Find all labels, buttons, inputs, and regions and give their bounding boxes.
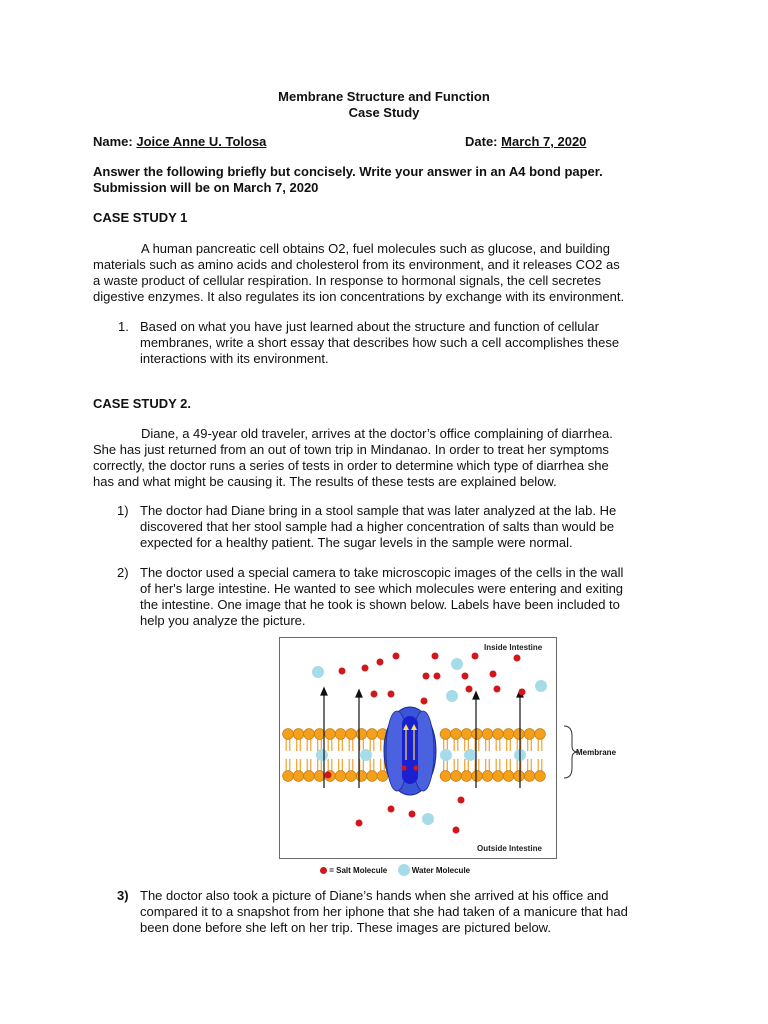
item-3-text xyxy=(140,888,680,936)
lipid-head xyxy=(493,729,504,740)
paragraph-line: A human pancreatic cell obtains O2, fuel molecules such as glucose, and building xyxy=(141,241,611,256)
lipid-head xyxy=(440,729,451,740)
case-study-1-heading: CASE STUDY 1 xyxy=(93,210,188,225)
membrane-label-group xyxy=(562,722,642,782)
lipid-head xyxy=(461,729,472,740)
membrane-diagram xyxy=(279,637,557,859)
inside-intestine-label: Inside Intestine xyxy=(484,643,543,652)
lipid-head xyxy=(346,771,357,782)
lipid-head xyxy=(356,771,367,782)
list-line: been done before she left on her trip. These images are pictured below. xyxy=(140,920,551,935)
lipid-head xyxy=(482,729,493,740)
lipid-head xyxy=(367,729,378,740)
list-line: Based on what you have just learned about the structure and function of cellular xyxy=(140,319,599,334)
legend-salt-label: = Salt Molecule xyxy=(329,866,388,875)
instructions-line-2: Submission will be on March 7, 2020 xyxy=(93,180,319,195)
date-label: Date: xyxy=(465,134,498,149)
lipid-head xyxy=(293,729,304,740)
lipid-head xyxy=(335,729,346,740)
question-1-number: 1. xyxy=(118,319,129,334)
name-line xyxy=(93,134,266,150)
lipid-head xyxy=(503,729,514,740)
lipid-head xyxy=(356,729,367,740)
instructions-line-1: Answer the following briefly but concisely. Write your answer in an A4 bond paper. xyxy=(93,164,603,179)
water-molecule xyxy=(360,749,372,761)
lipid-head xyxy=(346,729,357,740)
top-molecules xyxy=(312,653,547,705)
lipid-head xyxy=(493,771,504,782)
list-line: membranes, write a short essay that describes how such a cell accomplishes these xyxy=(140,335,620,350)
paragraph-line: She has just returned from an out of town trip in Mindanao. In order to treat her symptoms xyxy=(93,442,609,457)
list-line: discovered that her stool sample had a higher concentration of salts than would be xyxy=(140,519,615,534)
lipid-head xyxy=(524,771,535,782)
list-line: expected for a healthy patient. The sugar levels in the sample were normal. xyxy=(140,535,573,550)
name-value: Joice Anne U. Tolosa xyxy=(136,134,267,149)
lipid-head xyxy=(325,729,336,740)
item-1-number: 1) xyxy=(117,503,129,518)
outside-intestine-label: Outside Intestine xyxy=(477,844,542,853)
lipid-head xyxy=(524,729,535,740)
lipid-head xyxy=(314,771,325,782)
list-line: The doctor also took a picture of Diane’s hands when she arrived at his office and xyxy=(140,888,609,903)
case-study-2-paragraph xyxy=(93,426,675,490)
list-line: interactions with its environment. xyxy=(140,351,329,366)
water-molecule xyxy=(440,749,452,761)
lipid-head xyxy=(335,771,346,782)
lipid-head xyxy=(514,771,525,782)
lipid-head xyxy=(514,729,525,740)
list-line: of her's large intestine. He wanted to see which molecules were entering and exiting xyxy=(140,581,624,596)
lipid-head xyxy=(304,771,315,782)
lipid-head xyxy=(283,729,294,740)
lipid-head xyxy=(535,771,546,782)
paragraph-line: digestive enzymes. It also regulates its ion concentrations by exchange with its environment. xyxy=(93,289,625,304)
lipid-head xyxy=(535,729,546,740)
case-study-2-heading: CASE STUDY 2. xyxy=(93,396,192,411)
membrane-diagram-svg xyxy=(280,638,556,858)
lipid-head xyxy=(304,729,315,740)
list-line: help you analyze the picture. xyxy=(140,613,306,628)
membrane-label: Membrane xyxy=(576,748,617,757)
document-subtitle: Case Study xyxy=(348,105,420,120)
paragraph-line: correctly, the doctor runs a series of tests in order to determine which type of diarrhea she xyxy=(93,458,609,473)
lipid-head xyxy=(367,771,378,782)
list-line: The doctor used a special camera to take microscopic images of the cells in the wall xyxy=(140,565,624,580)
list-line: the intestine. One image that he took is shown below. Labels have been included to xyxy=(140,597,620,612)
case-study-1-paragraph xyxy=(93,241,675,305)
paragraph-line: materials such as amino acids and cholesterol from its environment, and it releases CO2 as xyxy=(93,257,620,272)
lipid-head xyxy=(283,771,294,782)
lipid-head xyxy=(503,771,514,782)
water-molecule xyxy=(464,749,476,761)
lipid-head xyxy=(451,771,462,782)
lipid-head xyxy=(472,729,483,740)
item-2-number: 2) xyxy=(117,565,129,580)
lipid-head xyxy=(314,729,325,740)
paragraph-line: Diane, a 49-year old traveler, arrives at the doctor’s office complaining of diarrhea. xyxy=(141,426,613,441)
lipid-head xyxy=(461,771,472,782)
diagram-legend xyxy=(320,864,560,878)
channel-protein xyxy=(384,707,436,795)
document-title: Membrane Structure and Function xyxy=(278,89,490,104)
lipid-head xyxy=(482,771,493,782)
legend-water-label: Water Molecule xyxy=(411,866,471,875)
lipid-head xyxy=(293,771,304,782)
lipid-head xyxy=(440,771,451,782)
salt-molecule-icon xyxy=(320,867,327,874)
paragraph-line: has and what might be causing it. The results of these tests are explained below. xyxy=(93,474,557,489)
paragraph-line: a waste product of cellular respiration. In response to hormonal signals, the cell secretes xyxy=(93,273,601,288)
lipid-head xyxy=(377,771,388,782)
date-value: March 7, 2020 xyxy=(501,134,587,149)
lipid-head xyxy=(472,771,483,782)
list-line: compared it to a snapshot from her iphone that she had taken of a manicure that had xyxy=(140,904,628,919)
name-label: Name: xyxy=(93,134,133,149)
water-molecule-icon xyxy=(398,864,410,876)
item-1-text xyxy=(140,503,680,551)
item-2-text xyxy=(140,565,680,629)
item-3-number: 3) xyxy=(117,888,129,903)
list-line: The doctor had Diane bring in a stool sample that was later analyzed at the lab. He xyxy=(140,503,617,518)
question-1-text xyxy=(140,319,680,367)
lipid-head xyxy=(451,729,462,740)
date-line xyxy=(465,134,586,150)
water-molecule xyxy=(316,749,328,761)
